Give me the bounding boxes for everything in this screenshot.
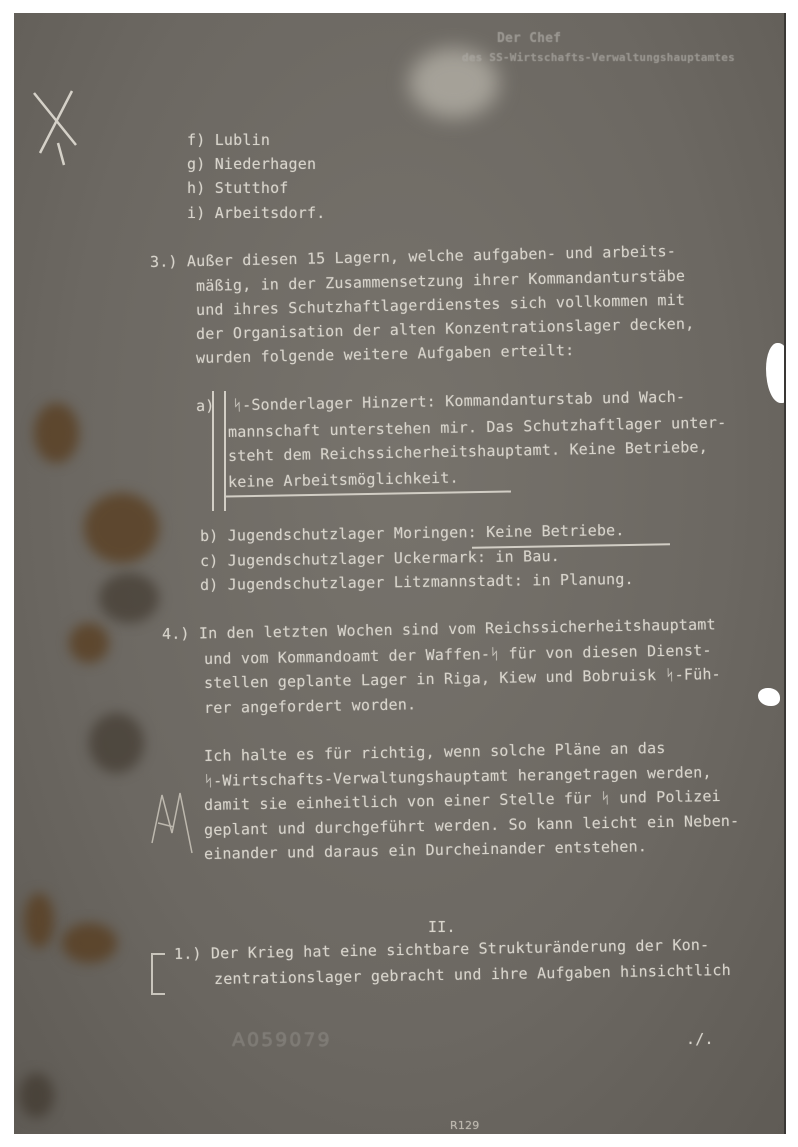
- section4-paragraph-line: geplant und durchgeführt werden. So kann leicht ein Neben-: [203, 811, 740, 839]
- page-reference: R129: [450, 1119, 480, 1132]
- water-stain: [19, 1073, 54, 1118]
- section4-line: stellen geplante Lager in Riga, Kiew und Bobruisk ᛋ-Füh-: [203, 664, 721, 692]
- section4-line: rer angefordert worden.: [203, 695, 417, 717]
- pencil-cross-mark: [28, 83, 88, 173]
- section3-line: mäßig, in der Zusammensetzung ihrer Kommandanturstäbe: [195, 266, 686, 295]
- section3-line: 3.) Außer diesen 15 Lagern, welche aufgaben- und arbeits-: [149, 241, 677, 271]
- water-stain: [84, 493, 159, 563]
- section4-paragraph-line: Ich halte es für richtig, wenn solche Pläne an das: [203, 738, 666, 765]
- item-a-line: steht dem Reichssicherheitshauptamt. Keine Betriebe,: [227, 437, 709, 465]
- list-item-f: f) Lublin: [187, 131, 271, 149]
- item-d: d) Jugendschutzlager Litzmannstadt: in Planung.: [199, 569, 634, 594]
- water-stain: [89, 713, 144, 773]
- pencil-initials-mark: [144, 783, 204, 863]
- continuation-mark: ./.: [686, 1030, 714, 1048]
- part2-line: 1.) Der Krieg hat eine sichtbare Strukturänderung der Kon-: [173, 935, 710, 963]
- letterhead-subtitle: des SS-Wirtschafts-Verwaltungshauptamtes: [462, 51, 735, 64]
- paper-tear: [766, 343, 786, 403]
- water-stain: [62, 923, 117, 963]
- section3-line: der Organisation der alten Konzentrationslager decken,: [195, 314, 695, 343]
- section4-paragraph-line: einander und daraus ein Durcheinander entstehen.: [203, 837, 648, 863]
- list-item-g: g) Niederhagen: [187, 155, 317, 173]
- section3-line: und ihres Schutzhaftlagerdienstes sich vollkommen mit: [195, 290, 686, 319]
- section4-paragraph-line: damit sie einheitlich von einer Stelle für ᛋ und Polizei: [203, 786, 721, 814]
- list-item-h: h) Stutthof: [187, 179, 289, 197]
- water-stain: [34, 403, 79, 463]
- item-b: b) Jugendschutzlager Moringen: Keine Betriebe.: [199, 521, 625, 545]
- letterhead-title: Der Chef: [497, 31, 562, 46]
- part2-heading: II.: [428, 918, 456, 936]
- list-item-i: i) Arbeitsdorf.: [187, 204, 326, 222]
- section4-line: 4.) In den letzten Wochen sind vom Reichssicherheitshauptamt: [161, 615, 716, 643]
- section3-line: wurden folgende weitere Aufgaben erteilt:: [195, 341, 575, 367]
- item-a-line: keine Arbeitsmöglichkeit.: [227, 468, 459, 491]
- document-page: [14, 13, 786, 1134]
- item-a-line: mannschaft unterstehen mir. Das Schutzhaftlager unter-: [227, 413, 727, 441]
- water-stain: [99, 573, 159, 623]
- part2-line: zentrationslager gebracht und ihre Aufgaben hinsichtlich: [213, 960, 732, 988]
- pencil-underline: [226, 491, 511, 498]
- item-a-line: a) ᛋ-Sonderlager Hinzert: Kommandanturstab und Wach-: [195, 387, 686, 415]
- paper-tear: [758, 688, 780, 706]
- section4-line: und vom Kommandoamt der Waffen-ᛋ für von diesen Dienst-: [203, 641, 712, 668]
- section4-paragraph-line: ᛋ-Wirtschafts-Verwaltungshauptamt herangetragen werden,: [203, 763, 712, 790]
- archive-stamp-number: A059079: [232, 1029, 332, 1051]
- margin-bracket: [151, 953, 165, 995]
- item-c: c) Jugendschutzlager Uckermark: in Bau.: [199, 546, 561, 570]
- water-stain: [69, 623, 109, 663]
- water-stain: [24, 893, 54, 948]
